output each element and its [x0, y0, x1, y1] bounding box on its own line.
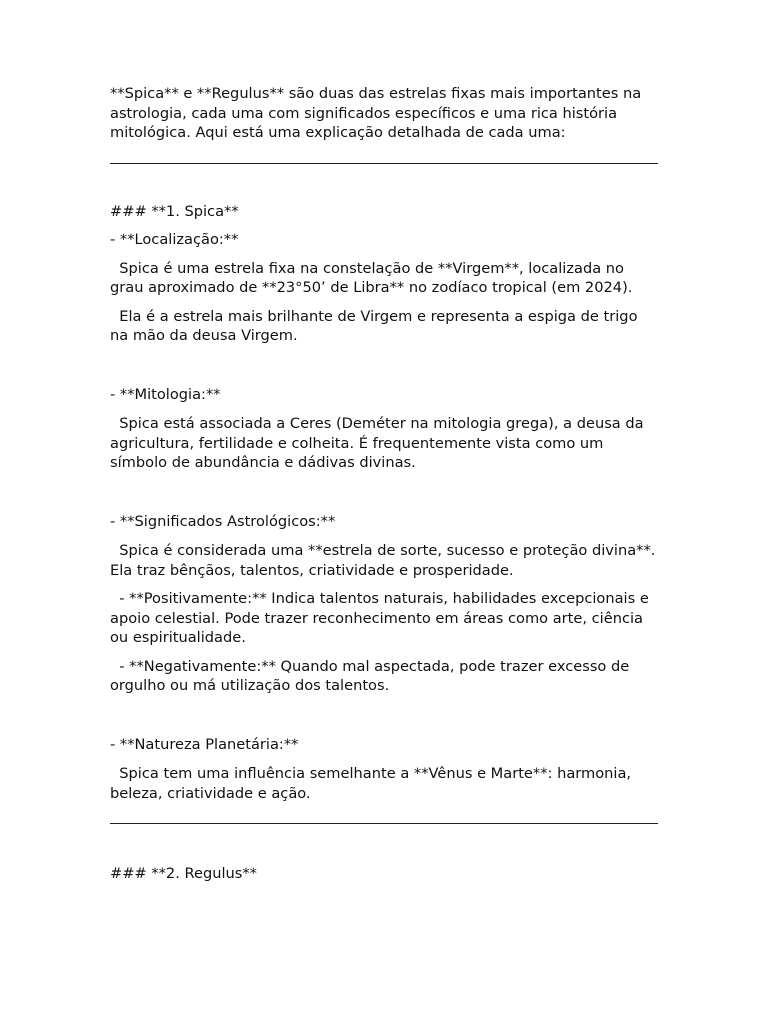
significados-text-2: - **Positivamente:** Indica talentos naturais, habilidades excepcionais e apoio celestial. Pode trazer reconhecimento em áreas como arte, ciência ou espiritualidade. [110, 590, 654, 646]
document-page [110, 84, 661, 884]
natureza-label: - **Natureza Planetária:** [110, 735, 299, 753]
divider-1 [110, 163, 658, 164]
localizacao-text-2: Ela é a estrela mais brilhante de Virgem e representa a espiga de trigo na mão da deusa Virgem. [110, 307, 643, 344]
mitologia-text-1: Spica está associada a Ceres (Deméter na mitologia grega), a deusa da agricultura, fertilidade e colheita. É frequentemente vista como um símbolo de abundância e dádivas divinas. [110, 415, 649, 471]
significados-text-3: - **Negativamente:** Quando mal aspectada, pode trazer excesso de orgulho ou má utilização dos talentos. [110, 657, 634, 694]
mitologia-label: - **Mitologia:** [110, 385, 221, 403]
natureza-text-1: Spica tem uma influência semelhante a **Vênus e Marte**: harmonia, beleza, criatividade e ação. [110, 765, 636, 802]
regulus-heading: ### **2. Regulus** [110, 865, 257, 882]
significados-label: - **Significados Astrológicos:** [110, 512, 336, 530]
localizacao-label: - **Localização:** [110, 231, 239, 248]
divider-2 [110, 823, 658, 824]
intro-paragraph: **Spica** e **Regulus** são duas das estrelas fixas mais importantes na astrologia, cada uma com significados específicos e uma rica história mitológica. Aqui está uma explicação detalhada de cada uma: [110, 85, 646, 141]
localizacao-text-1: Spica é uma estrela fixa na constelação de **Virgem**, localizada no grau aproximado de **23°50’ de Libra** no zodíaco tropical (em 2024). [110, 259, 633, 296]
significados-text-1: Spica é considerada uma **estrela de sorte, sucesso e proteção divina**. Ela traz bênçãos, talentos, criatividade e prosperidade. [110, 542, 661, 579]
spica-heading: ### **1. Spica** [110, 202, 239, 220]
